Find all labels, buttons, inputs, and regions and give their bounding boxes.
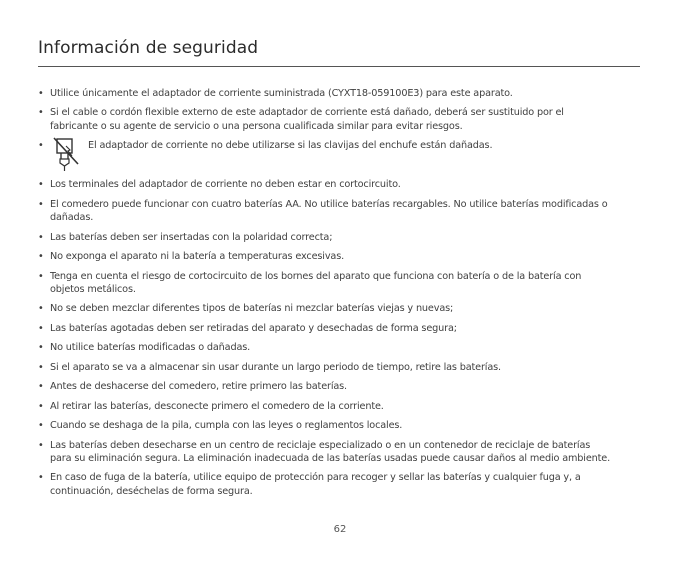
item-text-line: Si el cable o cordón flexible externo de este adaptador de corriente está dañado, deberá ser sustituido por el xyxy=(50,107,564,119)
safety-list-item xyxy=(38,302,642,315)
safety-list-item xyxy=(38,400,642,413)
item-text-line: dañadas. xyxy=(50,212,94,224)
safety-list-item xyxy=(38,231,642,244)
bullet: • xyxy=(38,472,44,484)
safety-list-item xyxy=(38,178,642,191)
safety-list-item xyxy=(38,106,642,133)
bullet: • xyxy=(38,107,44,119)
safety-list-item xyxy=(38,322,642,335)
safety-list-item xyxy=(38,139,642,173)
safety-list-item xyxy=(38,270,642,297)
bullet: • xyxy=(38,400,44,412)
safety-list-item xyxy=(38,439,642,466)
safety-list-item xyxy=(38,250,642,263)
item-text-line: Los terminales del adaptador de corriente no deben estar en cortocircuito. xyxy=(50,179,401,191)
safety-list-item xyxy=(38,419,642,432)
safety-list-item xyxy=(38,471,642,498)
item-text-line: Tenga en cuenta el riesgo de cortocircuito de los bornes del aparato que funciona con batería o de la batería con xyxy=(50,270,582,282)
item-text-line: Antes de deshacerse del comedero, retire primero las baterías. xyxy=(50,381,347,393)
safety-list-item xyxy=(38,341,642,354)
bullet: • xyxy=(38,251,44,263)
item-text-line: En caso de fuga de la batería, utilice equipo de protección para recoger y sellar las baterías y cualquier fuga y, a xyxy=(50,472,581,484)
item-text xyxy=(88,139,492,152)
item-text-line: Cuando se deshaga de la pila, cumpla con las leyes o reglamentos locales. xyxy=(50,420,403,432)
safety-list-item xyxy=(38,380,642,393)
safety-list-item xyxy=(38,198,642,225)
safety-list-item xyxy=(38,87,642,100)
safety-list xyxy=(38,87,642,504)
item-text-line: No exponga el aparato ni la batería a temperaturas excesivas. xyxy=(50,251,345,263)
item-text-line: objetos metálicos. xyxy=(50,283,136,295)
bullet: • xyxy=(38,322,44,334)
bullet: • xyxy=(38,361,44,373)
item-text-line: Las baterías deben desecharse en un centro de reciclaje especializado o en un contenedor de reciclaje de baterías xyxy=(50,439,591,451)
item-text-line: Al retirar las baterías, desconecte primero el comedero de la corriente. xyxy=(50,400,384,412)
bullet: • xyxy=(38,420,44,432)
safety-list-item xyxy=(38,361,642,374)
item-text-line: El adaptador de corriente no debe utilizarse si las clavijas del enchufe están dañadas. xyxy=(88,140,493,152)
title-divider xyxy=(38,66,640,67)
bullet: • xyxy=(38,270,44,282)
item-text-line: fabricante o su agente de servicio o una persona cualificada similar para evitar riesgos. xyxy=(50,120,463,132)
item-text-line: No se deben mezclar diferentes tipos de baterías ni mezclar baterías viejas y nuevas; xyxy=(50,303,454,315)
item-text-line: Si el aparato se va a almacenar sin usar durante un largo periodo de tiempo, retire las baterías. xyxy=(50,361,501,373)
bullet: • xyxy=(38,439,44,451)
page-number: 62 xyxy=(333,524,347,535)
page-title: Información de seguridad xyxy=(38,38,259,58)
bullet: • xyxy=(38,179,44,191)
item-text-line: No utilice baterías modificadas o dañadas. xyxy=(50,342,251,354)
item-text-line: Las baterías deben ser insertadas con la polaridad correcta; xyxy=(50,231,333,243)
bullet: • xyxy=(38,381,44,393)
item-text-line: Utilice únicamente el adaptador de corriente suministrada (CYXT18-059100E3) para este aparato. xyxy=(50,88,513,99)
bullet: • xyxy=(38,88,44,99)
item-text-line: El comedero puede funcionar con cuatro baterías AA. No utilice baterías recargables. No utilice baterías modificadas o xyxy=(50,198,608,210)
bullet: • xyxy=(38,140,44,152)
item-text-line: Las baterías agotadas deben ser retiradas del aparato y desechadas de forma segura; xyxy=(50,322,457,334)
bullet: • xyxy=(38,231,44,243)
item-text-line: para su eliminación segura. La eliminación inadecuada de las baterías usadas puede causar daños al medio ambiente. xyxy=(50,452,611,464)
no-damaged-plug-icon xyxy=(52,136,82,172)
bullet: • xyxy=(38,303,44,315)
item-text-line: continuación, deséchelas de forma segura. xyxy=(50,485,253,497)
bullet: • xyxy=(38,342,44,354)
bullet: • xyxy=(38,198,44,210)
